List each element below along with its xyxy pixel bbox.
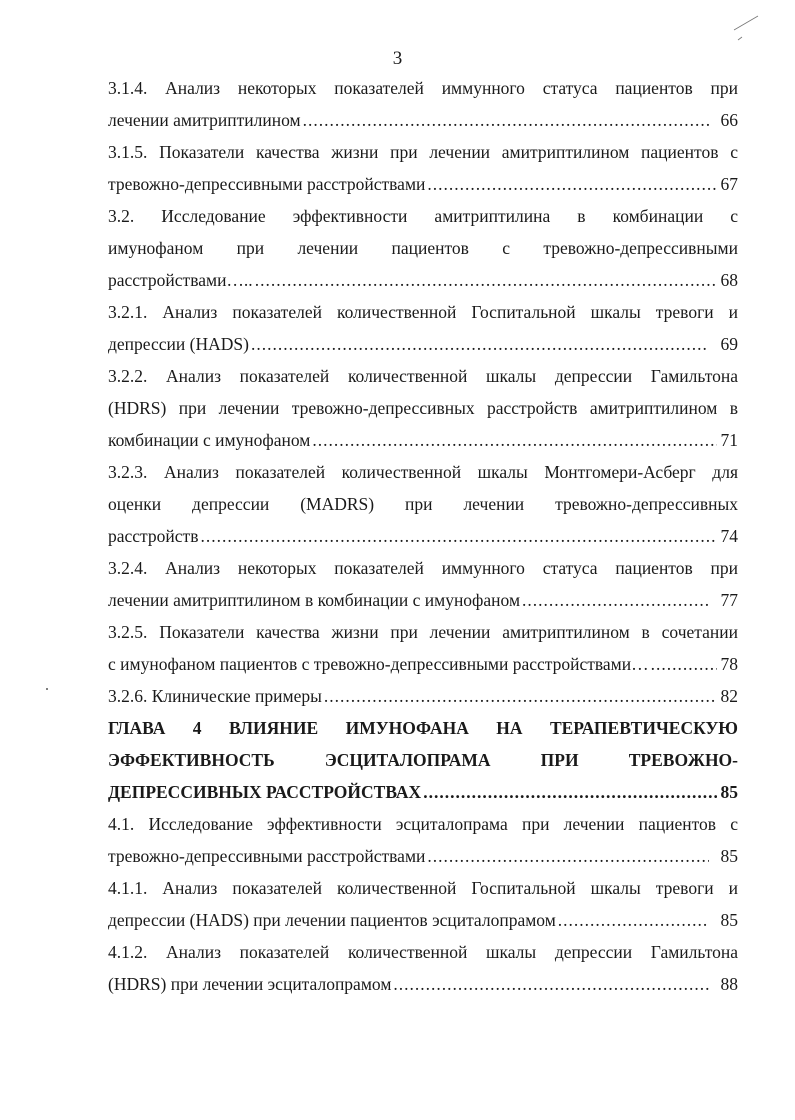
toc-entry-title: (HDRS) при лечении эсциталопрамом: [108, 974, 392, 994]
toc-entry-title: депрессии (HADS): [108, 334, 249, 354]
toc-entry[interactable]: [108, 456, 738, 552]
toc-entry-line: 3.1.4. Анализ некоторых показателей иммунного статуса пациентов при: [108, 78, 738, 98]
toc-entry-title: комбинации с имунофаном: [108, 430, 311, 450]
toc-entry-last-line: [108, 904, 738, 936]
toc-entry-line: ГЛАВА 4 ВЛИЯНИЕ ИМУНОФАНА НА ТЕРАПЕВТИЧЕСКУЮ: [108, 718, 738, 738]
pen-mark-icon: [728, 10, 768, 50]
dot-leader: [558, 904, 709, 936]
dot-leader: [312, 424, 716, 456]
toc-entry-last-line: [108, 168, 738, 200]
toc-entry-line: оценки депрессии (MADRS) при лечении тревожно-депрессивных: [108, 494, 738, 514]
dot-leader: [324, 680, 717, 712]
toc-page-number: 85: [720, 846, 738, 866]
toc-entry-line: 3.2.1. Анализ показателей количественной Госпитальной шкалы тревоги и: [108, 302, 738, 322]
toc-entry-last-line: [108, 328, 738, 360]
toc-entry-last-line: [108, 648, 738, 680]
toc-entry-title: 3.2.6. Клинические примеры: [108, 686, 322, 706]
toc-entry[interactable]: [108, 200, 738, 296]
toc-entry-last-line: [108, 104, 738, 136]
toc-entry-title: тревожно-депрессивными расстройствами: [108, 174, 426, 194]
toc-entry-line: 4.1.1. Анализ показателей количественной Госпитальной шкалы тревоги и: [108, 878, 738, 898]
toc-entry-last-line: [108, 424, 738, 456]
toc-entry-line: 4.1.2. Анализ показателей количественной шкалы депрессии Гамильтона: [108, 942, 738, 962]
toc-entry-title: лечении амитриптилином: [108, 110, 301, 130]
dot-leader: [393, 968, 708, 1000]
dot-leader: [200, 520, 716, 552]
toc-entry-title: депрессии (HADS) при лечении пациентов эсциталопрамом: [108, 910, 556, 930]
toc-entry-line: ЭФФЕКТИВНОСТЬ ЭСЦИТАЛОПРАМА ПРИ ТРЕВОЖНО-: [108, 750, 738, 770]
dot-leader: [427, 168, 716, 200]
toc-entry-line: 3.2.3. Анализ показателей количественной шкалы Монтгомери-Асберг для: [108, 462, 738, 482]
toc-page-number: 68: [720, 270, 738, 290]
toc-entry-line: 3.1.5. Показатели качества жизни при лечении амитриптилином пациентов с: [108, 142, 738, 162]
table-of-contents: [108, 72, 738, 1000]
toc-entry[interactable]: [108, 808, 738, 872]
toc-entry-line: 3.2.4. Анализ некоторых показателей иммунного статуса пациентов при: [108, 558, 738, 578]
toc-entry[interactable]: [108, 616, 738, 680]
toc-entry[interactable]: [108, 872, 738, 936]
dot-leader: [522, 584, 708, 616]
dot-leader: [427, 840, 708, 872]
toc-page-number: 82: [720, 686, 738, 706]
dot-leader: [303, 104, 709, 136]
toc-page-number: 85: [720, 910, 738, 930]
toc-entry[interactable]: [108, 936, 738, 1000]
toc-entry-title: ДЕПРЕССИВНЫХ РАССТРОЙСТВАХ: [108, 782, 422, 802]
toc-page-number: 67: [720, 174, 738, 194]
toc-page-number: 66: [720, 110, 738, 130]
toc-entry-last-line: [108, 584, 738, 616]
toc-entry[interactable]: [108, 360, 738, 456]
toc-entry-line: 4.1. Исследование эффективности эсциталопрама при лечении пациентов с: [108, 814, 738, 834]
dot-leader: [251, 328, 709, 360]
dot-leader: [255, 264, 717, 296]
toc-entry-title: тревожно-депрессивными расстройствами: [108, 846, 426, 866]
toc-entry-line: 3.2. Исследование эффективности амитриптилина в комбинации с: [108, 206, 738, 226]
toc-entry-last-line: [108, 264, 738, 296]
toc-entry[interactable]: [108, 712, 738, 808]
toc-entry-title: расстройствами…..: [108, 270, 253, 290]
scan-speck: [46, 688, 48, 690]
toc-page-number: 71: [720, 430, 738, 450]
toc-entry-line: 3.2.2. Анализ показателей количественной шкалы депрессии Гамильтона: [108, 366, 738, 386]
toc-entry-line: имунофаном при лечении пациентов с тревожно-депрессивными: [108, 238, 738, 258]
toc-entry-line: 3.2.5. Показатели качества жизни при лечении амитриптилином в сочетании: [108, 622, 738, 642]
toc-page-number: 88: [720, 974, 738, 994]
toc-page-number: 77: [720, 590, 738, 610]
toc-entry-last-line: [108, 840, 738, 872]
toc-entry[interactable]: [108, 136, 738, 200]
toc-entry-title: с имунофаном пациентов с тревожно-депрессивными расстройствами…: [108, 654, 649, 674]
toc-page-number: 69: [720, 334, 738, 354]
toc-page-number: 74: [720, 526, 738, 546]
toc-entry-last-line: [108, 520, 738, 552]
toc-entry[interactable]: [108, 680, 738, 712]
toc-entry-title: расстройств: [108, 526, 199, 546]
toc-entry[interactable]: [108, 552, 738, 616]
toc-entry[interactable]: [108, 296, 738, 360]
page-number: 3: [392, 48, 403, 69]
toc-entry-line: (HDRS) при лечении тревожно-депрессивных расстройств амитриптилином в: [108, 398, 738, 418]
dot-leader: [423, 776, 716, 808]
toc-entry-last-line: [108, 968, 738, 1000]
toc-entry-last-line: [108, 776, 738, 808]
toc-page-number: 78: [720, 654, 738, 674]
toc-entry-last-line: [108, 680, 738, 712]
toc-entry-title: лечении амитриптилином в комбинации с имунофаном: [108, 590, 521, 610]
dot-leader: [651, 648, 717, 680]
toc-entry[interactable]: [108, 72, 738, 136]
toc-page-number: 85: [720, 782, 738, 802]
